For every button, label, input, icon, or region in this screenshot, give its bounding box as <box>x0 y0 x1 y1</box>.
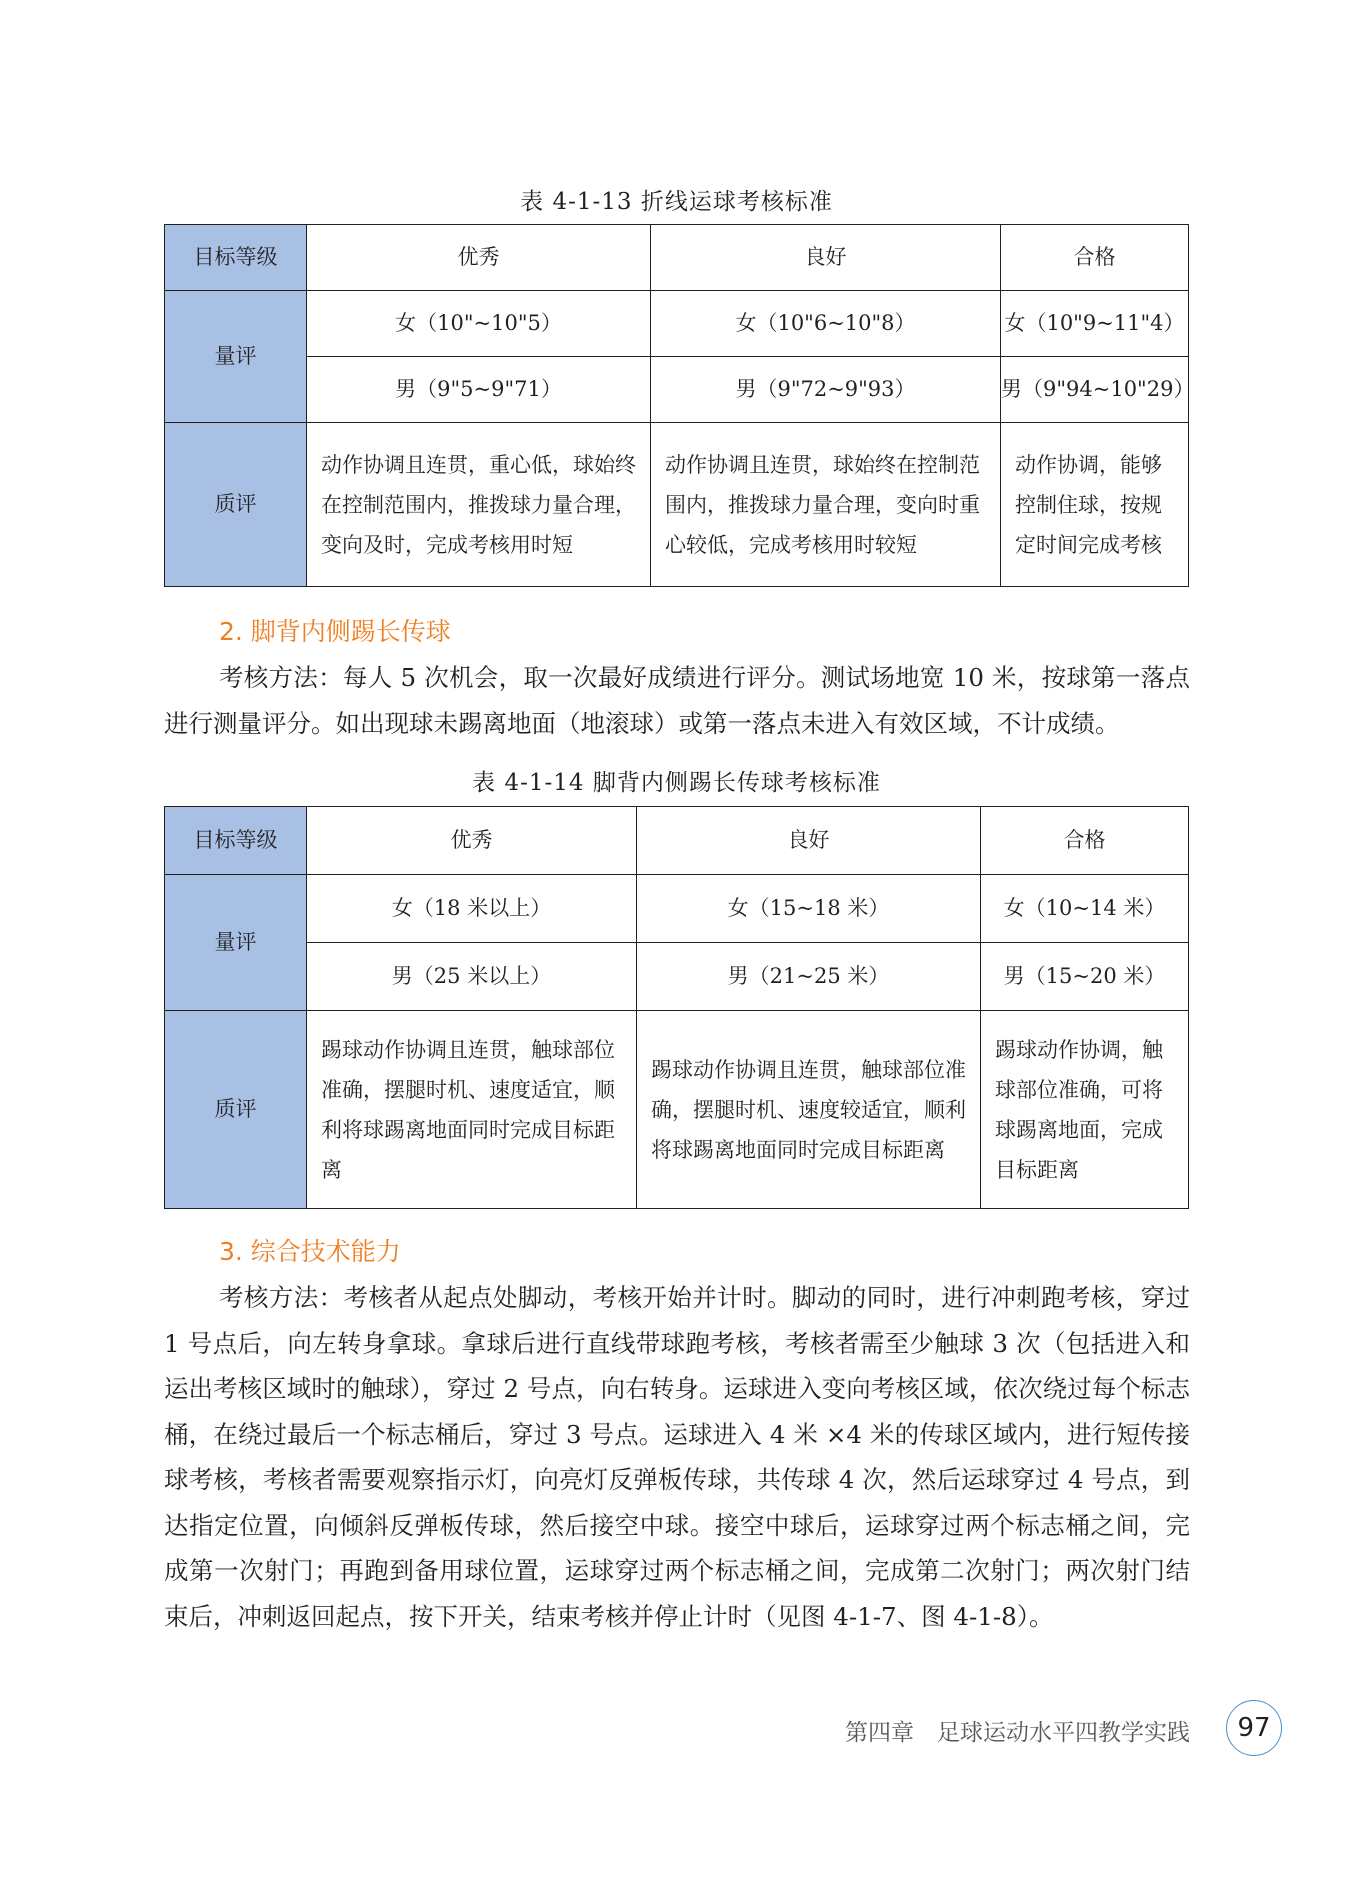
level-excellent: 优秀 <box>307 225 651 291</box>
table-row <box>165 807 1189 875</box>
table-row <box>165 225 1189 291</box>
female-pass: 女（10"9~11"4） <box>1001 291 1189 357</box>
level-pass: 合格 <box>981 807 1189 875</box>
section2-paragraph: 考核方法：每人 5 次机会，取一次最好成绩进行评分。测试场地宽 10 米，按球第一落点进行测量评分。如出现球未踢离地面（地滚球）或第一落点未进入有效区域，不计成绩。 <box>164 663 1190 738</box>
qualitative-pass: 踢球动作协调，触球部位准确，可将球踢离地面，完成目标距离 <box>981 1011 1189 1209</box>
col-header: 目标等级 <box>165 807 307 875</box>
table1-caption: 表 4-1-13 折线运球考核标准 <box>520 189 833 215</box>
section2-heading: 2. 脚背内侧踢长传球 <box>219 617 451 646</box>
male-good: 男（9"72~9"93） <box>651 357 1001 423</box>
female-good: 女（10"6~10"8） <box>651 291 1001 357</box>
qualitative-excellent: 踢球动作协调且连贯，触球部位准确，摆腿时机、速度适宜，顺利将球踢离地面同时完成目标距离 <box>307 1011 637 1209</box>
table-row <box>165 423 1189 587</box>
row-header-qualitative: 质评 <box>165 1011 307 1209</box>
page-number: 97 <box>1226 1700 1282 1756</box>
level-good: 良好 <box>651 225 1001 291</box>
table2-caption: 表 4-1-14 脚背内侧踢长传球考核标准 <box>472 770 881 796</box>
section3-paragraph: 考核方法：考核者从起点处脚动，考核开始并计时。脚动的同时，进行冲刺跑考核，穿过 1 号点后，向左转身拿球。拿球后进行直线带球跑考核，考核者需至少触球 3 次（包括进入和运出考核区域时的触球），穿过 2 号点，向右转身。运球进入变向考核区域，依次绕过每个标志桶，在绕过最后一个标志桶后，穿过 3 号点。运球进入 4 米 ×4 米的传球区域内，进行短传接球考核，考核者需要观察指示灯，向亮灯反弹板传球，共传球 4 次，然后运球穿过 4 号点，到达指定位置，向倾斜反弹板传球，然后接空中球。接空中球后，运球穿过两个标志桶之间，完成第一次射门；再跑到备用球位置，运球穿过两个标志桶之间，完成第二次射门；两次射门结束后，冲刺返回起点，按下开关，结束考核并停止计时（见图 4-1-7、图 4-1-8）。 <box>164 1283 1190 1631</box>
male-good: 男（21~25 米） <box>637 943 981 1011</box>
female-good: 女（15~18 米） <box>637 875 981 943</box>
row-header-qualitative: 质评 <box>165 423 307 587</box>
row-header-quantitative: 量评 <box>165 291 307 423</box>
female-excellent: 女（10"~10"5） <box>307 291 651 357</box>
level-good: 良好 <box>637 807 981 875</box>
level-pass: 合格 <box>1001 225 1189 291</box>
row-header-quantitative: 量评 <box>165 875 307 1011</box>
table-row <box>165 875 1189 943</box>
chapter-footer: 第四章 足球运动水平四教学实践 <box>845 1720 1190 1746</box>
qualitative-excellent: 动作协调且连贯，重心低，球始终在控制范围内，推拨球力量合理，变向及时，完成考核用时短 <box>307 423 651 587</box>
male-pass: 男（9"94~10"29） <box>1001 357 1189 423</box>
table2 <box>164 806 1189 1209</box>
male-pass: 男（15~20 米） <box>981 943 1189 1011</box>
qualitative-good: 踢球动作协调且连贯，触球部位准确，摆腿时机、速度较适宜，顺利将球踢离地面同时完成目标距离 <box>637 1011 981 1209</box>
female-pass: 女（10~14 米） <box>981 875 1189 943</box>
female-excellent: 女（18 米以上） <box>307 875 637 943</box>
col-header: 目标等级 <box>165 225 307 291</box>
table-row <box>165 291 1189 357</box>
section3-heading: 3. 综合技术能力 <box>219 1237 401 1266</box>
male-excellent: 男（25 米以上） <box>307 943 637 1011</box>
level-excellent: 优秀 <box>307 807 637 875</box>
qualitative-good: 动作协调且连贯，球始终在控制范围内，推拨球力量合理，变向时重心较低，完成考核用时较短 <box>651 423 1001 587</box>
male-excellent: 男（9"5~9"71） <box>307 357 651 423</box>
table-row <box>165 1011 1189 1209</box>
table1 <box>164 224 1195 587</box>
table-row <box>165 357 1189 423</box>
qualitative-pass: 动作协调，能够控制住球，按规定时间完成考核 <box>1001 423 1189 587</box>
table-row <box>165 943 1189 1011</box>
